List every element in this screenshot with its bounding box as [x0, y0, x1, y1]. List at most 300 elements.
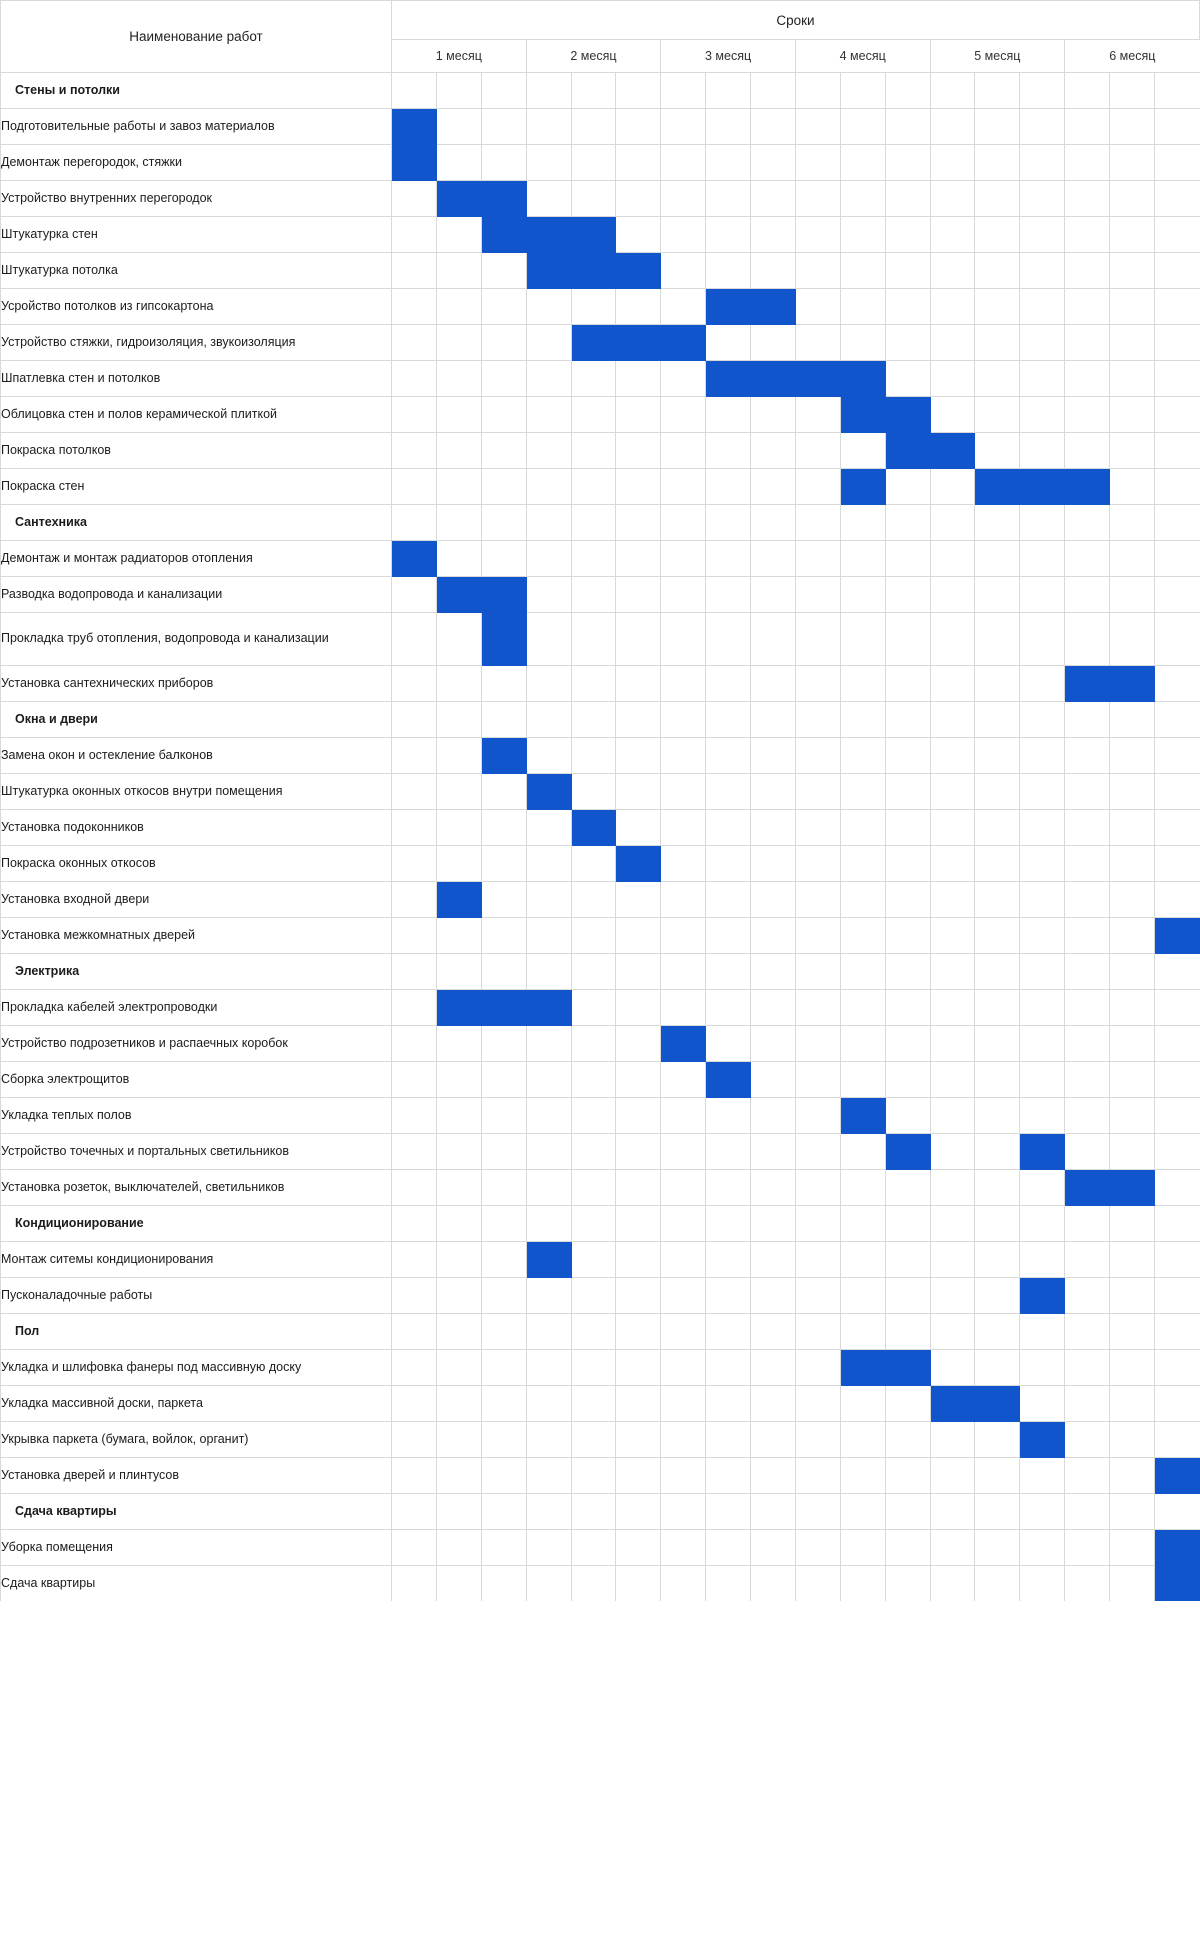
gantt-empty-cell	[481, 361, 526, 397]
gantt-empty-cell	[930, 774, 975, 810]
gantt-empty-cell	[1154, 505, 1199, 541]
gantt-empty-cell	[930, 918, 975, 954]
gantt-empty-cell	[1154, 397, 1199, 433]
gantt-empty-cell	[885, 469, 930, 505]
gantt-bar-cell	[706, 361, 751, 397]
gantt-bar-cell	[1065, 1170, 1110, 1206]
gantt-empty-cell	[1065, 1350, 1110, 1386]
gantt-group-row	[1, 702, 1200, 738]
gantt-empty-cell	[975, 145, 1020, 181]
gantt-empty-cell	[885, 109, 930, 145]
gantt-empty-cell	[616, 217, 661, 253]
gantt-empty-cell	[392, 253, 437, 289]
gantt-task-row	[1, 774, 1200, 810]
gantt-empty-cell	[795, 181, 840, 217]
gantt-empty-cell	[885, 1170, 930, 1206]
gantt-empty-cell	[526, 361, 571, 397]
gantt-bar-cell	[526, 217, 571, 253]
gantt-empty-cell	[1154, 181, 1199, 217]
gantt-group-row	[1, 954, 1200, 990]
gantt-empty-cell	[706, 954, 751, 990]
gantt-empty-cell	[436, 1422, 481, 1458]
gantt-empty-cell	[795, 1206, 840, 1242]
gantt-empty-cell	[481, 882, 526, 918]
gantt-empty-cell	[751, 1098, 796, 1134]
gantt-empty-cell	[1065, 1566, 1110, 1602]
gantt-empty-cell	[571, 1170, 616, 1206]
gantt-empty-cell	[526, 145, 571, 181]
gantt-empty-cell	[481, 1422, 526, 1458]
gantt-bar-cell	[481, 217, 526, 253]
gantt-empty-cell	[706, 1494, 751, 1530]
gantt-empty-cell	[436, 846, 481, 882]
gantt-empty-cell	[975, 1206, 1020, 1242]
gantt-empty-cell	[392, 181, 437, 217]
gantt-empty-cell	[975, 810, 1020, 846]
gantt-empty-cell	[751, 1530, 796, 1566]
gantt-empty-cell	[975, 1422, 1020, 1458]
task-label: Штукатурка оконных откосов внутри помещения	[1, 774, 392, 810]
gantt-empty-cell	[840, 109, 885, 145]
gantt-empty-cell	[840, 846, 885, 882]
gantt-task-row	[1, 253, 1200, 289]
gantt-empty-cell	[1110, 1098, 1155, 1134]
gantt-empty-cell	[526, 541, 571, 577]
gantt-empty-cell	[571, 1206, 616, 1242]
gantt-bar-cell	[481, 181, 526, 217]
gantt-bar-cell	[616, 253, 661, 289]
task-label: Монтаж ситемы кондиционирования	[1, 1242, 392, 1278]
gantt-bar-cell	[1065, 469, 1110, 505]
gantt-empty-cell	[1020, 1026, 1065, 1062]
gantt-empty-cell	[1154, 1098, 1199, 1134]
gantt-empty-cell	[751, 433, 796, 469]
gantt-empty-cell	[661, 217, 706, 253]
gantt-empty-cell	[1065, 1026, 1110, 1062]
gantt-empty-cell	[392, 217, 437, 253]
gantt-empty-cell	[571, 289, 616, 325]
gantt-empty-cell	[526, 666, 571, 702]
gantt-empty-cell	[616, 990, 661, 1026]
gantt-empty-cell	[571, 1422, 616, 1458]
gantt-empty-cell	[885, 1530, 930, 1566]
gantt-empty-cell	[795, 145, 840, 181]
gantt-empty-cell	[436, 1458, 481, 1494]
gantt-empty-cell	[706, 397, 751, 433]
task-label: Покраска потолков	[1, 433, 392, 469]
gantt-empty-cell	[975, 1026, 1020, 1062]
gantt-empty-cell	[526, 918, 571, 954]
gantt-empty-cell	[751, 541, 796, 577]
gantt-empty-cell	[1154, 1422, 1199, 1458]
gantt-empty-cell	[436, 1242, 481, 1278]
gantt-bar-cell	[1020, 1278, 1065, 1314]
gantt-empty-cell	[1154, 702, 1199, 738]
gantt-empty-cell	[930, 882, 975, 918]
gantt-empty-cell	[1110, 1278, 1155, 1314]
gantt-empty-cell	[1065, 613, 1110, 666]
gantt-empty-cell	[751, 613, 796, 666]
gantt-bar-cell	[1020, 1422, 1065, 1458]
gantt-empty-cell	[571, 774, 616, 810]
group-label: Сантехника	[1, 505, 392, 541]
gantt-empty-cell	[1110, 954, 1155, 990]
gantt-task-row	[1, 325, 1200, 361]
gantt-empty-cell	[706, 217, 751, 253]
gantt-empty-cell	[930, 577, 975, 613]
gantt-empty-cell	[885, 541, 930, 577]
gantt-bar-cell	[526, 990, 571, 1026]
gantt-task-row	[1, 1566, 1200, 1602]
gantt-empty-cell	[795, 882, 840, 918]
gantt-empty-cell	[571, 505, 616, 541]
gantt-empty-cell	[751, 1314, 796, 1350]
gantt-empty-cell	[795, 577, 840, 613]
gantt-empty-cell	[840, 774, 885, 810]
gantt-empty-cell	[1154, 1278, 1199, 1314]
gantt-empty-cell	[616, 882, 661, 918]
gantt-empty-cell	[706, 1386, 751, 1422]
gantt-empty-cell	[526, 325, 571, 361]
gantt-bar-cell	[526, 253, 571, 289]
gantt-empty-cell	[1065, 181, 1110, 217]
gantt-empty-cell	[436, 1350, 481, 1386]
gantt-empty-cell	[1065, 109, 1110, 145]
gantt-empty-cell	[706, 109, 751, 145]
gantt-empty-cell	[1110, 1242, 1155, 1278]
gantt-bar-cell	[392, 541, 437, 577]
gantt-empty-cell	[885, 1494, 930, 1530]
gantt-empty-cell	[795, 954, 840, 990]
gantt-task-row	[1, 1098, 1200, 1134]
gantt-empty-cell	[706, 774, 751, 810]
gantt-empty-cell	[616, 1098, 661, 1134]
gantt-empty-cell	[751, 145, 796, 181]
gantt-bar-cell	[392, 109, 437, 145]
gantt-empty-cell	[392, 1098, 437, 1134]
gantt-empty-cell	[1020, 613, 1065, 666]
gantt-group-row	[1, 505, 1200, 541]
gantt-empty-cell	[436, 954, 481, 990]
gantt-empty-cell	[571, 954, 616, 990]
gantt-empty-cell	[1065, 541, 1110, 577]
gantt-empty-cell	[1020, 774, 1065, 810]
gantt-empty-cell	[930, 109, 975, 145]
gantt-empty-cell	[885, 181, 930, 217]
gantt-empty-cell	[840, 1206, 885, 1242]
gantt-empty-cell	[1110, 1422, 1155, 1458]
gantt-empty-cell	[751, 109, 796, 145]
gantt-empty-cell	[481, 1026, 526, 1062]
gantt-empty-cell	[661, 1422, 706, 1458]
gantt-empty-cell	[1065, 433, 1110, 469]
gantt-empty-cell	[481, 666, 526, 702]
gantt-empty-cell	[616, 181, 661, 217]
gantt-task-row	[1, 577, 1200, 613]
gantt-empty-cell	[526, 1314, 571, 1350]
gantt-empty-cell	[392, 738, 437, 774]
gantt-empty-cell	[526, 1170, 571, 1206]
gantt-empty-cell	[706, 613, 751, 666]
gantt-empty-cell	[885, 1242, 930, 1278]
gantt-empty-cell	[975, 253, 1020, 289]
gantt-empty-cell	[616, 1026, 661, 1062]
gantt-empty-cell	[436, 1530, 481, 1566]
gantt-empty-cell	[1110, 577, 1155, 613]
gantt-empty-cell	[1020, 325, 1065, 361]
gantt-empty-cell	[481, 1134, 526, 1170]
gantt-empty-cell	[1065, 1458, 1110, 1494]
gantt-empty-cell	[436, 109, 481, 145]
gantt-empty-cell	[751, 666, 796, 702]
gantt-empty-cell	[1154, 325, 1199, 361]
gantt-empty-cell	[795, 541, 840, 577]
gantt-empty-cell	[885, 738, 930, 774]
gantt-empty-cell	[571, 990, 616, 1026]
group-label: Электрика	[1, 954, 392, 990]
gantt-empty-cell	[840, 433, 885, 469]
gantt-empty-cell	[930, 1350, 975, 1386]
group-label: Пол	[1, 1314, 392, 1350]
gantt-empty-cell	[436, 1314, 481, 1350]
gantt-empty-cell	[1065, 1530, 1110, 1566]
gantt-bar-cell	[436, 882, 481, 918]
gantt-empty-cell	[706, 541, 751, 577]
gantt-empty-cell	[392, 1062, 437, 1098]
gantt-empty-cell	[706, 253, 751, 289]
gantt-empty-cell	[1020, 181, 1065, 217]
gantt-empty-cell	[526, 1350, 571, 1386]
gantt-bar-cell	[751, 289, 796, 325]
gantt-empty-cell	[1154, 289, 1199, 325]
gantt-empty-cell	[975, 918, 1020, 954]
gantt-empty-cell	[1020, 109, 1065, 145]
group-label: Окна и двери	[1, 702, 392, 738]
gantt-empty-cell	[795, 1098, 840, 1134]
gantt-empty-cell	[1110, 1494, 1155, 1530]
gantt-empty-cell	[526, 181, 571, 217]
gantt-empty-cell	[840, 702, 885, 738]
gantt-empty-cell	[706, 73, 751, 109]
gantt-empty-cell	[392, 1386, 437, 1422]
gantt-empty-cell	[481, 1350, 526, 1386]
gantt-empty-cell	[661, 1530, 706, 1566]
gantt-empty-cell	[1065, 397, 1110, 433]
gantt-empty-cell	[436, 361, 481, 397]
gantt-empty-cell	[751, 882, 796, 918]
gantt-empty-cell	[1020, 361, 1065, 397]
gantt-task-row	[1, 918, 1200, 954]
gantt-empty-cell	[392, 613, 437, 666]
gantt-empty-cell	[526, 1062, 571, 1098]
task-label: Устройство подрозетников и распаечных коробок	[1, 1026, 392, 1062]
gantt-bar-cell	[840, 1098, 885, 1134]
gantt-empty-cell	[930, 810, 975, 846]
gantt-empty-cell	[975, 1278, 1020, 1314]
task-label: Укладка теплых полов	[1, 1098, 392, 1134]
gantt-empty-cell	[840, 1062, 885, 1098]
gantt-empty-cell	[616, 954, 661, 990]
gantt-empty-cell	[1154, 666, 1199, 702]
group-label: Стены и потолки	[1, 73, 392, 109]
gantt-empty-cell	[661, 397, 706, 433]
gantt-empty-cell	[885, 289, 930, 325]
gantt-empty-cell	[436, 73, 481, 109]
gantt-bar-cell	[885, 1350, 930, 1386]
gantt-empty-cell	[616, 541, 661, 577]
task-label: Сдача квартиры	[1, 1566, 392, 1602]
gantt-empty-cell	[571, 109, 616, 145]
gantt-group-row	[1, 1314, 1200, 1350]
gantt-empty-cell	[795, 702, 840, 738]
gantt-empty-cell	[930, 1530, 975, 1566]
gantt-empty-cell	[392, 882, 437, 918]
gantt-empty-cell	[616, 145, 661, 181]
gantt-empty-cell	[436, 613, 481, 666]
gantt-empty-cell	[1110, 738, 1155, 774]
gantt-empty-cell	[1020, 810, 1065, 846]
gantt-empty-cell	[571, 1026, 616, 1062]
gantt-empty-cell	[571, 1278, 616, 1314]
gantt-empty-cell	[1020, 397, 1065, 433]
gantt-empty-cell	[795, 918, 840, 954]
gantt-empty-cell	[616, 1422, 661, 1458]
gantt-empty-cell	[526, 702, 571, 738]
gantt-empty-cell	[436, 1494, 481, 1530]
gantt-empty-cell	[885, 666, 930, 702]
gantt-empty-cell	[706, 433, 751, 469]
gantt-empty-cell	[1154, 217, 1199, 253]
gantt-empty-cell	[481, 397, 526, 433]
gantt-empty-cell	[1154, 577, 1199, 613]
gantt-bar-cell	[481, 990, 526, 1026]
gantt-empty-cell	[392, 361, 437, 397]
gantt-empty-cell	[481, 1386, 526, 1422]
gantt-empty-cell	[751, 918, 796, 954]
gantt-empty-cell	[661, 1242, 706, 1278]
gantt-empty-cell	[751, 1494, 796, 1530]
gantt-empty-cell	[930, 73, 975, 109]
gantt-empty-cell	[795, 109, 840, 145]
task-label: Разводка водопровода и канализации	[1, 577, 392, 613]
gantt-bar-cell	[706, 1062, 751, 1098]
gantt-empty-cell	[392, 1206, 437, 1242]
gantt-empty-cell	[436, 397, 481, 433]
gantt-empty-cell	[436, 505, 481, 541]
gantt-empty-cell	[885, 846, 930, 882]
gantt-empty-cell	[392, 469, 437, 505]
gantt-empty-cell	[436, 1026, 481, 1062]
gantt-empty-cell	[571, 846, 616, 882]
gantt-empty-cell	[795, 1278, 840, 1314]
gantt-empty-cell	[795, 1314, 840, 1350]
gantt-empty-cell	[481, 1530, 526, 1566]
gantt-empty-cell	[751, 1134, 796, 1170]
gantt-empty-cell	[1020, 1566, 1065, 1602]
gantt-empty-cell	[392, 1242, 437, 1278]
gantt-empty-cell	[392, 577, 437, 613]
task-label: Устройство внутренних перегородок	[1, 181, 392, 217]
gantt-group-row	[1, 1206, 1200, 1242]
gantt-empty-cell	[1154, 253, 1199, 289]
gantt-empty-cell	[885, 73, 930, 109]
gantt-empty-cell	[930, 253, 975, 289]
gantt-empty-cell	[392, 1026, 437, 1062]
gantt-empty-cell	[1020, 1458, 1065, 1494]
gantt-empty-cell	[975, 613, 1020, 666]
task-label: Установка сантехнических приборов	[1, 666, 392, 702]
gantt-empty-cell	[1020, 253, 1065, 289]
gantt-empty-cell	[1065, 1206, 1110, 1242]
gantt-empty-cell	[751, 846, 796, 882]
gantt-empty-cell	[1020, 217, 1065, 253]
gantt-empty-cell	[571, 433, 616, 469]
gantt-empty-cell	[526, 505, 571, 541]
gantt-bar-cell	[571, 217, 616, 253]
gantt-empty-cell	[436, 1566, 481, 1602]
gantt-empty-cell	[840, 73, 885, 109]
gantt-empty-cell	[930, 505, 975, 541]
gantt-empty-cell	[526, 1278, 571, 1314]
gantt-empty-cell	[436, 1098, 481, 1134]
gantt-empty-cell	[526, 1530, 571, 1566]
gantt-empty-cell	[795, 1422, 840, 1458]
gantt-empty-cell	[1110, 433, 1155, 469]
gantt-empty-cell	[571, 613, 616, 666]
gantt-empty-cell	[1020, 145, 1065, 181]
task-label: Укладка и шлифовка фанеры под массивную доску	[1, 1350, 392, 1386]
gantt-empty-cell	[1065, 253, 1110, 289]
gantt-empty-cell	[661, 1278, 706, 1314]
gantt-empty-cell	[571, 1566, 616, 1602]
gantt-empty-cell	[885, 505, 930, 541]
gantt-empty-cell	[1110, 181, 1155, 217]
gantt-empty-cell	[526, 1134, 571, 1170]
gantt-empty-cell	[616, 738, 661, 774]
gantt-empty-cell	[975, 397, 1020, 433]
gantt-task-row	[1, 289, 1200, 325]
gantt-empty-cell	[975, 1314, 1020, 1350]
gantt-empty-cell	[751, 738, 796, 774]
gantt-empty-cell	[661, 181, 706, 217]
gantt-empty-cell	[481, 846, 526, 882]
gantt-bar-cell	[975, 469, 1020, 505]
gantt-empty-cell	[392, 1422, 437, 1458]
gantt-empty-cell	[392, 954, 437, 990]
gantt-empty-cell	[1110, 1386, 1155, 1422]
gantt-empty-cell	[481, 774, 526, 810]
gantt-empty-cell	[661, 846, 706, 882]
gantt-empty-cell	[661, 954, 706, 990]
gantt-empty-cell	[1020, 1062, 1065, 1098]
gantt-empty-cell	[392, 1458, 437, 1494]
gantt-empty-cell	[1154, 361, 1199, 397]
gantt-empty-cell	[1020, 1170, 1065, 1206]
gantt-empty-cell	[526, 1098, 571, 1134]
gantt-empty-cell	[885, 1026, 930, 1062]
gantt-empty-cell	[840, 253, 885, 289]
gantt-empty-cell	[885, 1062, 930, 1098]
gantt-task-row	[1, 217, 1200, 253]
gantt-empty-cell	[1020, 738, 1065, 774]
gantt-empty-cell	[751, 1062, 796, 1098]
gantt-empty-cell	[1154, 1170, 1199, 1206]
gantt-empty-cell	[436, 1170, 481, 1206]
gantt-empty-cell	[661, 1386, 706, 1422]
gantt-empty-cell	[392, 1494, 437, 1530]
gantt-empty-cell	[706, 1422, 751, 1458]
gantt-empty-cell	[1110, 774, 1155, 810]
